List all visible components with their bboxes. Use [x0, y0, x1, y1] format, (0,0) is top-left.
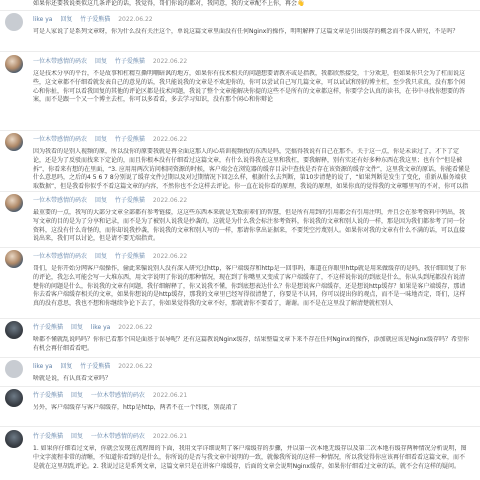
comment-body: 啥都不懂就乱说吗吗？你你已看那个国是面基于误导呢？还有这篇教说Nginx缓存，结果整篇文章下来不存在任何Nginx的操作，添加就应该是Nginx缓存吗？希望你有机会再仔细看看吧。: [33, 336, 469, 352]
comment-item: [0, 389, 480, 427]
comment-date: 2022.06.21: [152, 433, 188, 440]
divider: [0, 191, 480, 192]
comment-date: 2022.06.22: [118, 324, 153, 331]
comment-author[interactable]: 竹子爱熊猫: [33, 392, 64, 399]
comment-date: 2022.06.22: [152, 197, 188, 204]
comment-item: [0, 360, 480, 387]
comment-item: [0, 321, 480, 358]
comment-author[interactable]: 一位木带感情的码农: [33, 253, 88, 260]
avatar[interactable]: [5, 321, 23, 339]
avatar[interactable]: [5, 13, 23, 31]
comment-date: 2022.06.21: [152, 392, 188, 399]
reply-target[interactable]: 竹子爱熊猫: [114, 197, 145, 204]
reply-button[interactable]: 回复: [60, 363, 73, 370]
divider: [0, 426, 480, 427]
comment-body: 因为我看的是别人视频的原，所以没你的原要我就是再全面这那人的心培训视频找的东西是吗，完搞得我说有自己在那不。关于这一点，你是未读过了，才下了定论，还是为了反驳而找来下定论的，而且你根本没有仔细看过这篇文章，有什么说得我在这里和我杠，要我解释，别有实还有好多种东西在我这里；也有个“但是被拆”，你看来有想的在里面，“3. 应用用两次访问相同资源的时候，客户端会在浏览器的缓存目录中查找是否存在该资源的缓存文件”，这里我文章的原话，你能看懂是什么意思吗，之后的4 5 6 7 8分别说了缓存文件过期以及对过期情况下回怎么样，根据什么去判断，第10步清楚的说了，“如果判断是发生了变化，重新从服务端获取数据”，但是我看你似乎不看这篇文章的内容，不然你也不会这样去评论。你一直在说你看的原理，我说的原理，如果你真的觉得我的文章哪里写的不对，你可以指: [33, 148, 470, 191]
previous-comment-fragment: 如果你还要我说类似这几条评论的话，我觉得，哥们你说的都对，我同意，我的文章配不上你，再会👋: [33, 0, 305, 7]
comment-author[interactable]: like ya: [33, 16, 53, 23]
reply-button[interactable]: 回复: [70, 324, 83, 331]
divider: [0, 318, 480, 319]
comment-date: 2022.06.22: [152, 253, 188, 260]
reply-target[interactable]: 竹子爱熊猫: [80, 16, 111, 23]
divider: [0, 10, 480, 11]
comment-body: 这是技术分享的平台，不是故事和杠精互撕明嘲暗讽的地方，如果你有技术相关的问题想要请教亦或是指教，我都欣然接受，十分欢迎，但如果你只会为了杠而说这些，这文章都不仔细看就发表自己的意见的话，我只能说我的文章是不欢迎你的，你可以尝试自己写几篇文章，可以试试和别的博主杠，至少我只求真，没有那个闲心和你扯，你可以看我回复的其他的评论区都是技术问题，我说了整个文章能解决你提的这些不是所有的文章都这样，你要学会认真的读书，在书中寻找你想要的答案，而不是跟一个又一个博主去杠，你可以多看看，多去学习知识，没有那个闲心和你辩论: [33, 70, 466, 104]
divider: [0, 247, 480, 248]
comment-author[interactable]: 竹子爱熊猫: [33, 324, 64, 331]
comment-item: [0, 55, 480, 132]
divider: [0, 386, 480, 387]
reply-button[interactable]: 回复: [70, 433, 83, 440]
comment-author[interactable]: like ya: [33, 363, 53, 370]
comment-date: 2022.06.22: [152, 136, 188, 143]
reply-target[interactable]: 一位木带感情的码农: [90, 392, 145, 399]
divider: [0, 130, 480, 131]
comment-item: [0, 194, 480, 248]
reply-target[interactable]: 竹子爱熊猫: [114, 253, 145, 260]
avatar[interactable]: [5, 194, 23, 212]
reply-target[interactable]: 竹子爱熊猫: [80, 363, 111, 370]
avatar[interactable]: [5, 389, 23, 407]
comment-body: 可是人家说了是系列文章呀，你为什么没有关注这个，单说这篇文章里面没有任何Nginx的操作，明明解释了这篇文章是引出缓存的概念而不深入研究，不是吗？: [33, 28, 459, 35]
reply-target[interactable]: 一位木带感情的码农: [90, 433, 145, 440]
reply-button[interactable]: 回复: [94, 197, 107, 204]
divider: [0, 357, 480, 358]
comment-date: 2022.06.22: [118, 363, 153, 370]
avatar[interactable]: [5, 250, 23, 268]
comment-date: 2022.06.22: [152, 58, 188, 65]
comment-author[interactable]: 一位木带感情的码农: [33, 136, 88, 143]
avatar[interactable]: [5, 360, 23, 378]
reply-button[interactable]: 回复: [94, 58, 107, 65]
avatar[interactable]: [5, 430, 23, 448]
comment-author[interactable]: 竹子爱熊猫: [33, 433, 64, 440]
reply-button[interactable]: 回复: [70, 392, 83, 399]
comment-author[interactable]: 一位木带感情的码农: [33, 58, 88, 65]
reply-button[interactable]: 回复: [94, 253, 107, 260]
comment-item: [0, 133, 480, 193]
comment-body: 哥们，是你开始分网客户端操作，偷此来骗说别人没有深入研究过http，客户端缓存和http是一回事吗，难道在你眼里http就是用来做缓存的是吗，我仔细回复了你的评论，我怎么可能会写一大堆东西，用文字说明了你说的那种情况，现在到了你嘴里又变成了客户端缓存了，不这样说你说的到底是什么，你从头到尾都没有说清楚你的问题是什么，你说我的文章有问题，我仔细解释了，你又说我不懂，你到底想表达什么？你是想说客户端缓存，还是想说http缓存？如果是客户端缓存，那请你去看客户端缓存相关的文章，如果你想说的是http缓存，那我的文章里已经写得很清楚了，你要是不认同，你可以提出你的观点，而不是一味地否定，哥们，这样真的没有意思，我也不想和你继续争论下去了，你如果觉得我的文章不好，那就请你不要看了，谢谢。而不是在这里没了解清楚就杠别人: [33, 265, 466, 308]
comment-body: 1. 如果你仔细看过文章，你就会发现在流程图的下面，我用文字详细说明了客户端缓存的步骤，并以第一次本地无缓存以及第二次本地有缓存两种情况分析说明，图中文字流程非常的清晰，不知道你看到的是什么，你所说的是否与我文章中说明的一致，就像我所说的这样一种情况，所以我觉得你应该再仔细看看这篇文章，而不是就在这里胡乱评论。2. 我说过这是系列文章，这篇文章只是在讲客户端缓存，后面的文章会说明Nginx缓存，如果你仔细看过文章的话，就不会有这样的疑问。: [33, 445, 467, 470]
avatar[interactable]: [5, 133, 23, 151]
reply-button[interactable]: 回复: [60, 16, 73, 23]
reply-target[interactable]: like ya: [90, 324, 111, 331]
reply-target[interactable]: 竹子爱熊猫: [114, 58, 145, 65]
comment-item: [0, 430, 480, 480]
comment-date: 2022.06.22: [118, 16, 153, 23]
reply-button[interactable]: 回复: [94, 136, 107, 143]
avatar[interactable]: [5, 55, 23, 73]
comment-author[interactable]: 一位木带感情的码农: [33, 197, 88, 204]
comment-body: 另外，客户端缓存与客户端缓存，http是http，两者不在一个纬度，别混淆了: [33, 404, 238, 411]
reply-target[interactable]: 竹子爱熊猫: [114, 136, 145, 143]
comment-body: 最重要的一点，我写的大部分文章全部都有参考链接，这这些东西本来就是无数前辈们的智慧，但是所有用到的引用都会有引用注明，并且会在参考资料中列出，我写文章的目的是为了分享和记录，而不是为了被别人说我是抄袭的，这就是为什么我会标注参考资料，你说我的文章和别人说的一样，那是因为我们都参考了同一份资料，这没有什么奇怪的，而你却说我抄袭，你说我的文章和别人写的一样，那请你拿出证据来，不要凭空污蔑别人。如果你对我的文章有什么不满的话，可以直接说出来，我们可以讨论，但是请不要无端指责。: [33, 209, 466, 243]
comment-body: 啥就是说，有认真看文章吗？: [33, 375, 112, 382]
divider: [0, 51, 480, 52]
comment-item: [0, 250, 480, 319]
comment-item: [0, 13, 480, 53]
